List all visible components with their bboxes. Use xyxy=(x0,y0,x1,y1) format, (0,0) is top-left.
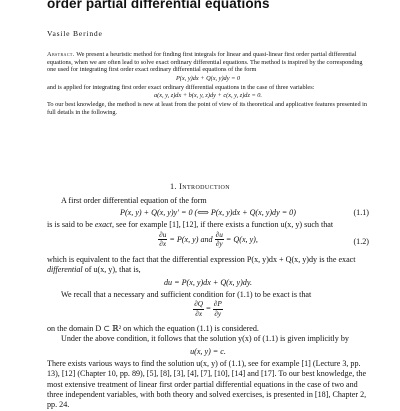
section-number: 1. xyxy=(170,182,177,191)
fraction-denominator: ∂x xyxy=(195,308,203,318)
equation-1-2 xyxy=(47,231,369,255)
fraction-denominator: ∂y xyxy=(215,239,223,249)
term-differential: differential xyxy=(47,265,83,275)
equation-1-2-part-2: = Q(x, y), xyxy=(223,234,258,244)
equation-solution-content: u(x, y) = c. xyxy=(190,346,226,356)
section-title: Introduction xyxy=(179,182,230,191)
equation-du-content: du = P(x, y)dx + Q(x, y)dy. xyxy=(164,277,252,287)
fraction-dp-dy xyxy=(213,300,223,318)
equation-exactness-condition xyxy=(47,300,369,324)
abstract-equation-1: P(x, y)dx + Q(x, y)dy = 0 xyxy=(175,74,241,82)
paragraph-4: We recall that a necessary and sufficient condition for (1.1) to be exact is that xyxy=(61,289,312,299)
paragraph-3-a: which is equivalent to the fact that the differential expression P(x, y)dx + Q(x, y)dy is the exact xyxy=(47,254,356,264)
fraction-du-dy xyxy=(215,231,224,249)
equation-solution xyxy=(47,345,369,359)
paragraph-2-b: , see for example [1], [12], if there exists a function u(x, y) such that xyxy=(111,220,334,230)
abstract-text-2: and is applied for integrating first order exact ordinary differential equations in the case of three variables: xyxy=(47,83,315,91)
fraction-denominator: ∂y xyxy=(214,308,222,318)
paragraph-6: Under the above condition, it follows that the solution y(x) of (1.1) is given implicitly by xyxy=(61,334,349,344)
paragraph-2 xyxy=(47,220,369,230)
equation-1-2-number: (1.2) xyxy=(353,236,369,246)
fraction-numerator: ∂Q xyxy=(194,299,204,309)
equation-1-1-number: (1.1) xyxy=(353,208,369,218)
paragraph-5: on the domain D ⊂ ℝ² on which the equation (1.1) is considered. xyxy=(47,324,259,334)
paragraph-1: A first order differential equation of the form xyxy=(61,196,207,205)
fraction-numerator: ∂P xyxy=(213,299,222,309)
abstract-text-1: We present a heuristic method for finding first integrals for linear and quasi-linear first order partial differential equations, when we are often lead to solve exact ordinary differential equations. The method is inspired by the corresponding one used for integrating first order exact ordinary differential equations of the form xyxy=(47,51,363,74)
equation-du xyxy=(47,276,369,290)
paragraph-2-a: is is said to be xyxy=(47,220,95,230)
abstract-paragraph-1 xyxy=(47,51,369,74)
fraction-du-dx xyxy=(158,231,167,249)
fraction-dq-dx xyxy=(193,300,204,318)
body-text xyxy=(47,196,369,411)
abstract-text-3: To our best knowledge, the method is new at least from the point of view of its theoretical and applicative features presented in full details in the following. xyxy=(47,101,368,116)
paragraph-7: There exists various ways to find the solution u(x, y) of (1.1), see for example [1] (Lecture 3, pp. 13), [12] (Chapter 10, pp. 89), [5], [8], [3], [4], [7], [10], [14] and [17]. To our best knowledge, the most extensive treatment of linear first order partial differential equations in the case of two and three independent variables, with both theory and solved exercises, is presented in [18], Chapter 2, pp. 24. xyxy=(47,358,367,410)
term-exact: exact xyxy=(94,220,112,230)
equation-1-1 xyxy=(47,206,369,220)
abstract-label: Abstract. xyxy=(47,51,75,58)
equation-1-1-content: P(x, y) + Q(x, y)y′ = 0 (⟺ P(x, y)dx + Q(x, y)dy = 0) xyxy=(120,208,296,218)
fraction-numerator: ∂u xyxy=(159,229,167,239)
equals-sign: = xyxy=(204,303,213,313)
abstract-equation-2: a(x, y, z)dx + b(x, y, z)dy + c(x, y, z)dz = 0. xyxy=(153,92,263,100)
section-heading xyxy=(0,182,400,191)
equation-1-2-part-1: = P(x, y) and xyxy=(167,234,215,244)
paragraph-3-b: of u(x, y), that is, xyxy=(82,265,141,275)
paper-title: order partial differential equations xyxy=(47,0,270,11)
fraction-denominator: ∂x xyxy=(159,239,167,249)
paragraph-3 xyxy=(47,255,369,276)
abstract-block xyxy=(47,51,369,117)
paper-author: Vasile Berinde xyxy=(47,29,103,38)
fraction-numerator: ∂u xyxy=(215,229,223,239)
